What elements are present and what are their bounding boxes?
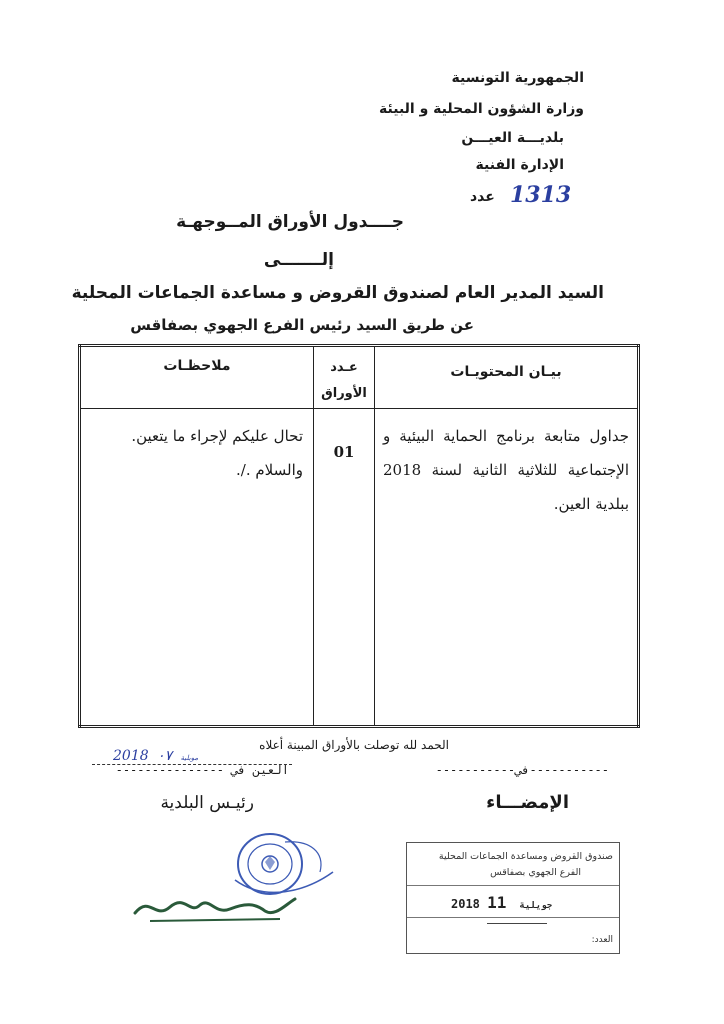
stamp-date-month: جويلية (519, 901, 553, 911)
stamp-divider-1 (407, 885, 619, 886)
reference-number (470, 182, 580, 212)
to-label: إلـــــــى (263, 250, 334, 270)
reception-stamp (406, 842, 620, 954)
handwritten-date: 2018 موبلية ۰۷ (113, 748, 199, 764)
receipt-text: الحمد لله توصلت بالأوراق المبينة أعلاه (259, 738, 449, 752)
stamp-divider-2 (407, 917, 619, 918)
notes-line-2: والسلام ./. (236, 461, 303, 479)
department-line: الإدارة الفنية (475, 157, 564, 173)
signature-graphic (130, 885, 300, 925)
municipality-line: بلديـــة العيـــن (461, 130, 564, 146)
table-row (80, 409, 639, 727)
document-title: جــــدول الأوراق المــوجهـة (176, 212, 404, 232)
cell-count: 01 (314, 409, 375, 727)
ministry-line: وزارة الشؤون المحلية و البيئة (379, 101, 584, 117)
documents-table (78, 344, 640, 728)
place-date-line: العين في --------------- (115, 763, 289, 777)
stamp-number-label: العدد: (591, 935, 613, 945)
stamp-date-year: 2018 (451, 897, 480, 911)
cell-contents: جداول متابعة برنامج الحماية البيئية و الإجتماعية للثلاثية الثانية لسنة 2018 ببلدية العين. (375, 409, 639, 727)
header-count: عـدد الأوراق (314, 346, 375, 409)
header-contents: بيـان المحتويـات (375, 346, 639, 409)
header-notes: ملاحظـات (80, 346, 314, 409)
notes-line-1: تحال عليكم لإجراء ما يتعين. (131, 427, 303, 445)
mayor-title: رئيـس البلدية (160, 793, 254, 813)
stamp-line-2: الفرع الجهوي بصفاقس (490, 867, 581, 878)
cell-notes (80, 409, 314, 727)
stamp-date-day: 11 (487, 893, 507, 912)
republic-line: الجمهورية التونسية (451, 70, 584, 86)
reference-prefix: عدد (470, 189, 495, 205)
date-dashes (92, 764, 292, 765)
stamp-date (451, 893, 558, 912)
stamp-line-1: صندوق القروض ومساعدة الجماعات المحلية (438, 851, 613, 862)
signature-label: الإمضـــاء (486, 792, 569, 813)
mayor-signature (130, 885, 300, 925)
stamp-blank-line (487, 923, 547, 924)
recipient-line: السيد المدير العام لصندوق القروض و مساعدة الجماعات المحلية (71, 283, 604, 303)
via-line: عن طريق السيد رئيس الفرع الجهوي بصفاقس (130, 316, 474, 334)
table-header-row (80, 346, 639, 409)
receipt-date-line: -----------في----------- (435, 763, 609, 777)
reference-handwritten: 1313 (510, 182, 572, 208)
